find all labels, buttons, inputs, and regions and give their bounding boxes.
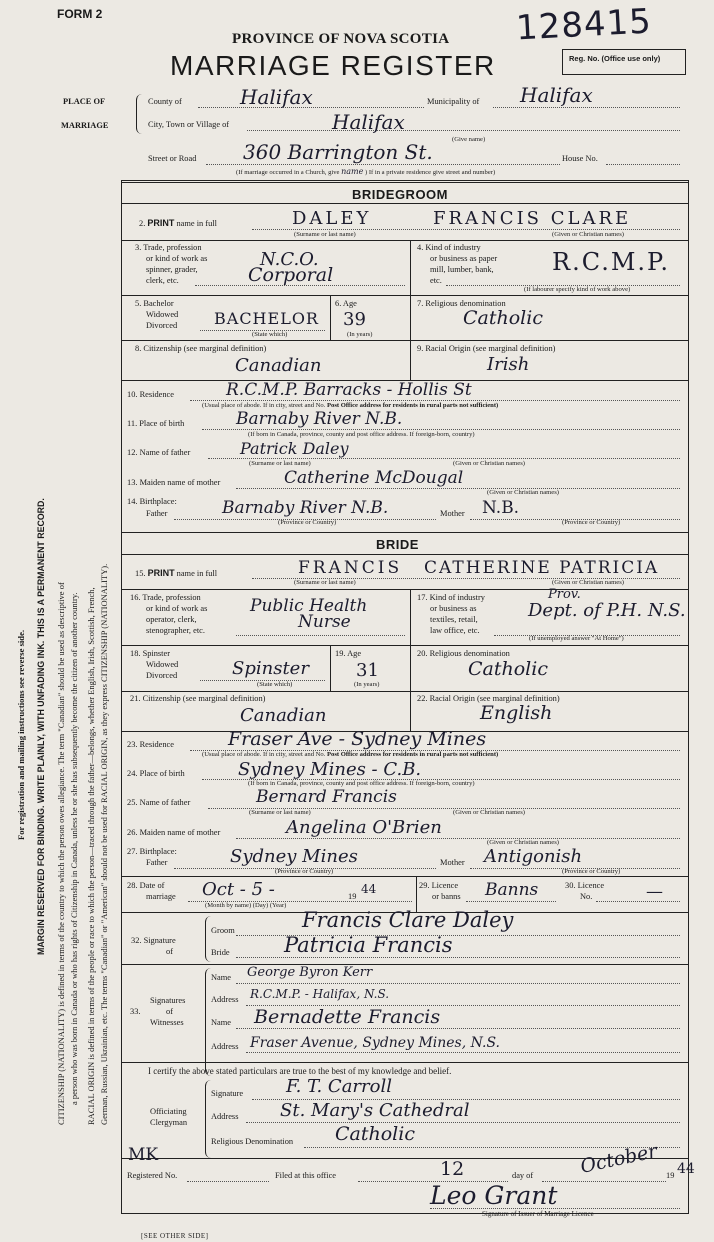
bride-mother-given-caption: (Given or Christian names) <box>487 839 559 846</box>
place-label-2: MARRIAGE <box>61 121 109 130</box>
page-title: MARRIAGE REGISTER <box>170 50 496 81</box>
bride-mother-label: 26. Maiden name of mother <box>127 828 221 837</box>
bride-father-label: 25. Name of father <box>127 798 191 807</box>
groom-trade-label-2: or kind of work as <box>146 254 208 263</box>
certify-text: I certify the above stated particulars are true to the best of my knowledge and belief. <box>148 1066 452 1076</box>
witness-label-2: of <box>166 1007 173 1016</box>
bride-father-given-caption: (Given or Christian names) <box>453 809 525 816</box>
bride-racial-value: English <box>480 702 553 724</box>
bride-trade-label-1: 16. Trade, profession <box>130 593 201 602</box>
margin-text-5: RACIAL ORIGIN is defined in terms of the people or race to which the person—traced through the father—belongs, whether English, Irish, Scottish, French, <box>86 587 96 1125</box>
bride-trade-value-1: Public Health <box>250 596 368 616</box>
bride-religion-label: 20. Religious denomination <box>417 649 510 658</box>
house-label: House No. <box>562 154 598 163</box>
groom-name-label <box>139 219 217 228</box>
bride-industry-label-2: or business as <box>430 604 477 613</box>
form-number: FORM 2 <box>57 7 103 21</box>
groom-residence-caption-bold: Post Office address for residents in rural parts not sufficient) <box>327 402 499 409</box>
bride-trade-label-3: operator, clerk, <box>146 615 197 624</box>
w1-name-value: George Byron Kerr <box>247 965 373 980</box>
bride-residence-caption <box>202 752 498 759</box>
groom-residence-caption-text: (Usual place of abode. If in city, street and No. <box>202 402 326 409</box>
groom-row8-divider <box>410 340 411 380</box>
licence30-value: — <box>646 882 663 902</box>
filed-year: 44 <box>677 1161 695 1177</box>
certify-row-top <box>121 1062 688 1063</box>
groom-trade-value-2: Corporal <box>248 264 334 286</box>
bride-residence-caption-text: (Usual place of abode. If in city, street and No. <box>202 751 326 758</box>
bride-trade-line <box>236 635 405 636</box>
bride-row16-divider <box>410 589 411 645</box>
clergy-address-label: Address <box>211 1112 239 1121</box>
street-line <box>206 164 560 165</box>
issuer-signature: Leo Grant <box>430 1181 558 1210</box>
clergy-address-value: St. Mary's Cathedral <box>280 1100 470 1121</box>
bridegroom-rule-top <box>121 182 688 183</box>
county-label: County of <box>148 97 182 106</box>
licence-value: Banns <box>485 880 539 900</box>
bride-heading: BRIDE <box>376 537 419 552</box>
groom-father-given-caption: (Given or Christian names) <box>453 460 525 467</box>
groom-residence-line <box>190 400 680 401</box>
church-note-text-2: ) If in a private residence give street and number) <box>365 169 496 176</box>
bride-status-value: Spinster <box>232 658 309 679</box>
reg-no-box <box>562 49 686 75</box>
licence-label-2: or banns <box>432 892 461 901</box>
bride-birthplace-caption-2: (Province or Country) <box>562 868 621 875</box>
groom-sig-label: Groom <box>211 926 235 935</box>
witness-row-top <box>121 964 688 965</box>
bride-row18-div2 <box>410 645 411 691</box>
bride-citizenship-value: Canadian <box>240 705 327 726</box>
witness-label-1: Signatures <box>150 996 186 1005</box>
bride-row18-top <box>121 645 688 646</box>
bride-age-value: 31 <box>356 660 379 681</box>
bride-row21-top <box>121 691 688 692</box>
church-note-hw: name <box>341 167 364 176</box>
groom-birthplace-mother-value: N.B. <box>482 498 520 518</box>
province-title: PROVINCE OF NOVA SCOTIA <box>232 31 450 47</box>
bride-birthplace-caption-1: (Province or Country) <box>275 868 334 875</box>
groom-trade-value-1: N.C.O. <box>260 249 319 270</box>
groom-status-label-1: 5. Bachelor <box>135 299 174 308</box>
licence-line <box>466 901 556 902</box>
groom-status-label-2: Widowed <box>146 310 179 319</box>
issuer-line <box>430 1208 680 1209</box>
groom-birthplace-father-value: Barnaby River N.B. <box>222 498 389 518</box>
groom-row3-top <box>121 240 688 241</box>
margin-text-2: MARGIN RESERVED FOR BINDING. WRITE PLAINLY, WITH UNFADING INK. THIS IS A PERMANENT RECORD. <box>36 498 46 955</box>
filed-day: 12 <box>440 1158 465 1180</box>
licence-label-1: 29. Licence <box>419 881 459 890</box>
filed-label: Filed at this office <box>275 1171 337 1180</box>
groom-father-value: Patrick Daley <box>240 439 349 458</box>
bride-industry-label-1: 17. Kind of industry <box>417 593 485 602</box>
registration-number: 128415 <box>515 1 653 49</box>
groom-father-surname-caption: (Surname or last name) <box>249 460 311 467</box>
groom-birthplace-caption-2: (Province or Country) <box>562 519 621 526</box>
bride-status-label-1: 18. Spinster <box>130 649 171 658</box>
w2-name-line <box>236 1028 680 1029</box>
day-of-label: day of <box>512 1171 534 1180</box>
marriage-date-label-2: marriage <box>146 892 176 901</box>
groom-status-label-3: Divorced <box>146 321 178 330</box>
church-note-text: (If marriage occurred in a Church, give <box>236 169 340 176</box>
bride-mother-line <box>236 838 680 839</box>
registered-initials: MK <box>128 1145 159 1165</box>
margin-text-4: a person who was born in Canada or who has rights of Citizenship in Canada, unless he or she has subsequently become the citizen of another country. <box>69 592 79 1105</box>
groom-name-line <box>252 229 680 230</box>
bride-birthplace-mother-value: Antigonish <box>484 846 583 867</box>
bride-birth-value: Sydney Mines - C.B. <box>238 759 422 780</box>
groom-religion-label: 7. Religious denomination <box>417 299 506 308</box>
groom-row5-top <box>121 295 688 296</box>
groom-status-caption: (State which) <box>252 331 288 338</box>
marriage-date-label-1: 28. Date of <box>127 881 165 890</box>
groom-row5-div1 <box>330 295 331 340</box>
municipality-value: Halifax <box>520 83 593 107</box>
registered-line <box>187 1181 269 1182</box>
groom-industry-label-2: or business as paper <box>430 254 498 263</box>
groom-birth-caption: (If born in Canada, province, county and post office address. If foreign-born, country) <box>248 431 475 438</box>
groom-residence-label: 10. Residence <box>127 390 174 399</box>
give-name-caption: (Give name) <box>452 136 486 143</box>
bride-age-caption: (In years) <box>354 681 380 688</box>
w1-address-value: R.C.M.P. - Halifax, N.S. <box>250 987 390 1001</box>
bride-industry-value-1: Prov. <box>548 587 581 602</box>
clergy-religion-label: Religious Denomination <box>211 1137 294 1146</box>
bride-sig-line <box>236 957 680 958</box>
margin-text-6: German, Russian, Ukrainian, etc. The terms "Canadian" or "American" should not be used for RACIAL ORIGIN, as they express CITIZENSHIP (NATIONALITY). <box>99 563 109 1125</box>
street-value: 360 Barrington St. <box>243 140 433 164</box>
groom-father-line <box>208 458 680 459</box>
bride-religion-value: Catholic <box>468 658 548 680</box>
filed-month-line <box>542 1181 666 1182</box>
see-other-side: [SEE OTHER SIDE] <box>141 1232 209 1240</box>
groom-surname-caption: (Surname or last name) <box>294 231 356 238</box>
marriage-row-div <box>416 876 417 912</box>
licence30-label-2: No. <box>580 892 593 901</box>
groom-given: FRANCIS CLARE <box>433 208 632 229</box>
filed-month: October <box>578 1140 660 1178</box>
bride-surname-caption: (Surname or last name) <box>294 579 356 586</box>
bride-birthplace-label-2: Father <box>146 858 168 867</box>
bride-industry-value-2: Dept. of P.H. N.S. <box>528 600 686 621</box>
groom-age-label: 6. Age <box>335 299 357 308</box>
city-line <box>247 130 680 131</box>
bridegroom-rule-bottom <box>121 203 688 204</box>
place-bracket <box>136 94 144 134</box>
bridegroom-heading: BRIDEGROOM <box>352 187 448 202</box>
groom-industry-label-4: etc. <box>430 276 442 285</box>
groom-birthplace-mother-label: Mother <box>440 509 465 518</box>
groom-racial-label: 9. Racial Origin (see marginal definition) <box>417 344 556 353</box>
w2-address-line <box>246 1052 680 1053</box>
bride-name-no: 15. <box>135 569 146 578</box>
groom-surname: DALEY <box>292 208 372 229</box>
bride-given: CATHERINE PATRICIA <box>424 558 660 578</box>
groom-name-text: name in full <box>176 219 217 228</box>
groom-age-caption: (In years) <box>347 331 373 338</box>
groom-religion-value: Catholic <box>463 307 543 329</box>
groom-industry-label-1: 4. Kind of industry <box>417 243 481 252</box>
groom-name-no: 2. <box>139 219 146 228</box>
bride-birth-caption: (If born in Canada, province, county and post office address. If foreign-born, country) <box>248 780 475 787</box>
groom-mother-given-caption: (Given or Christian names) <box>487 489 559 496</box>
bride-trade-label-2: or kind of work as <box>146 604 208 613</box>
reg-no-label: Reg. No. (Office use only) <box>569 54 661 63</box>
bride-birthplace-label-1: 27. Birthplace: <box>127 847 177 856</box>
bride-industry-label-4: law office, etc. <box>430 626 480 635</box>
bride-row16-top <box>121 589 688 590</box>
clergy-label-1: Officiating <box>150 1107 187 1116</box>
bride-citizenship-label: 21. Citizenship (see marginal definition) <box>130 694 266 703</box>
groom-mother-value: Catherine McDougal <box>284 468 464 488</box>
w2-address-value: Fraser Avenue, Sydney Mines, N.S. <box>250 1035 500 1051</box>
bride-father-value: Bernard Francis <box>256 787 397 807</box>
groom-industry-value: R.C.M.P. <box>552 248 670 276</box>
groom-birthplace-caption-1: (Province or Country) <box>278 519 337 526</box>
margin-text-3: CITIZENSHIP (NATIONALITY) is defined in terms of the country to which the person owes allegiance. The term "Canadian" should be used as descriptive of <box>56 582 66 1125</box>
bride-name-label <box>135 569 217 578</box>
bride-name-text: name in full <box>176 569 218 578</box>
groom-racial-value: Irish <box>487 354 530 375</box>
municipality-label: Municipality of <box>427 97 480 106</box>
church-note <box>236 168 495 177</box>
groom-row3-divider <box>410 240 411 295</box>
groom-row5-div2 <box>410 295 411 340</box>
issuer-caption: Signature of Issuer of Marriage Licence <box>482 1210 594 1218</box>
bride-signature: Patricia Francis <box>284 933 453 957</box>
marriage-date-caption: (Month by name) (Day) (Year) <box>205 902 287 909</box>
groom-trade-label-4: clerk, etc. <box>146 276 179 285</box>
city-value: Halifax <box>332 110 405 134</box>
groom-age-value: 39 <box>343 309 366 330</box>
bride-birthplace-father-value: Sydney Mines <box>230 846 358 867</box>
groom-citizenship-label: 8. Citizenship (see marginal definition) <box>135 344 267 353</box>
groom-citizenship-value: Canadian <box>235 355 322 376</box>
groom-industry-label-3: mill, lumber, bank, <box>430 265 494 274</box>
bride-status-label-3: Divorced <box>146 671 178 680</box>
groom-industry-caption: (If labourer specify kind of work above) <box>524 286 631 293</box>
bride-name-print: PRINT <box>147 568 175 578</box>
bride-age-label: 19. Age <box>335 649 362 658</box>
place-label-1: PLACE OF <box>63 97 106 106</box>
county-value: Halifax <box>240 85 313 109</box>
bride-trade-value-2: Nurse <box>298 612 351 632</box>
bride-father-surname-caption: (Surname or last name) <box>249 809 311 816</box>
witness-no: 33. <box>130 1007 141 1016</box>
street-label: Street or Road <box>148 154 197 163</box>
groom-birth-value: Barnaby River N.B. <box>236 409 403 429</box>
bride-residence-value: Fraser Ave - Sydney Mines <box>228 728 487 750</box>
bride-birthplace-mother-label: Mother <box>440 858 465 867</box>
groom-father-label: 12. Name of father <box>127 448 191 457</box>
licence30-label-1: 30. Licence <box>565 881 605 890</box>
groom-trade-label-3: spinner, grader, <box>146 265 198 274</box>
bride-industry-label-3: textiles, retail, <box>430 615 478 624</box>
w2-name-value: Bernadette Francis <box>254 1006 441 1028</box>
house-line <box>606 164 680 165</box>
groom-mother-line <box>236 488 680 489</box>
w1-name-label: Name <box>211 973 231 982</box>
groom-birthplace-label-2: Father <box>146 509 168 518</box>
clergy-signature-value: F. T. Carroll <box>286 1076 392 1097</box>
marriage-date-value: Oct - 5 - <box>202 879 275 900</box>
bride-residence-label: 23. Residence <box>127 740 174 749</box>
groom-given-caption: (Given or Christian names) <box>552 231 624 238</box>
marriage-year-value: 44 <box>361 882 377 896</box>
bride-row21-divider <box>410 691 411 731</box>
licence30-line <box>596 901 680 902</box>
municipality-line <box>493 107 680 108</box>
groom-trade-label-1: 3. Trade, profession <box>135 243 202 252</box>
filed-year-prefix: 19 <box>666 1171 675 1180</box>
bride-industry-caption: (If unemployed answer "At Home") <box>529 635 624 642</box>
groom-signature: Francis Clare Daley <box>302 908 514 932</box>
bride-row18-div1 <box>330 645 331 691</box>
groom-birth-line <box>202 429 680 430</box>
w2-name-label: Name <box>211 1018 231 1027</box>
bride-birth-label: 24. Place of birth <box>127 769 185 778</box>
groom-row8-top <box>121 340 688 341</box>
groom-birthplace-label-1: 14. Birthplace: <box>127 497 177 506</box>
bride-racial-label: 22. Racial Origin (see marginal definition) <box>417 694 560 703</box>
marriage-year-prefix: 19 <box>348 892 357 901</box>
clergy-signature-label: Signature <box>211 1089 244 1098</box>
bride-status-label-2: Widowed <box>146 660 179 669</box>
w1-name-line <box>236 983 680 984</box>
marriage-row-top <box>121 876 688 877</box>
clergy-label-2: Clergyman <box>150 1118 188 1127</box>
bride-given-caption: (Given or Christian names) <box>552 579 624 586</box>
bride-surname: FRANCIS <box>298 558 403 578</box>
bride-mother-value: Angelina O'Brien <box>286 817 442 838</box>
bride-residence-caption-bold: Post Office address for residents in rural parts not sufficient) <box>327 751 499 758</box>
margin-text-1: For registration and mailing instructions see reverse side. <box>16 629 26 840</box>
sig-label-1: 32. Signature <box>131 936 176 945</box>
groom-name-print: PRINT <box>147 218 175 228</box>
city-label: City, Town or Village of <box>148 120 230 129</box>
witness-label-3: Witnesses <box>150 1018 184 1027</box>
bride-rule-bottom <box>121 554 688 555</box>
clergy-religion-value: Catholic <box>335 1123 415 1145</box>
groom-residence-value: R.C.M.P. Barracks - Hollis St <box>226 380 472 400</box>
w2-address-label: Address <box>211 1042 239 1051</box>
w1-address-label: Address <box>211 995 239 1004</box>
bride-status-caption: (State which) <box>257 681 293 688</box>
groom-birth-label: 11. Place of birth <box>127 419 185 428</box>
bride-rule-top <box>121 532 688 533</box>
bride-sig-label: Bride <box>211 948 230 957</box>
groom-status-value: BACHELOR <box>214 309 319 328</box>
registered-label: Registered No. <box>127 1171 178 1180</box>
bride-trade-label-4: stenographer, etc. <box>146 626 205 635</box>
clergy-address-line <box>246 1122 680 1123</box>
sig-label-2: of <box>166 947 173 956</box>
groom-mother-label: 13. Maiden name of mother <box>127 478 221 487</box>
